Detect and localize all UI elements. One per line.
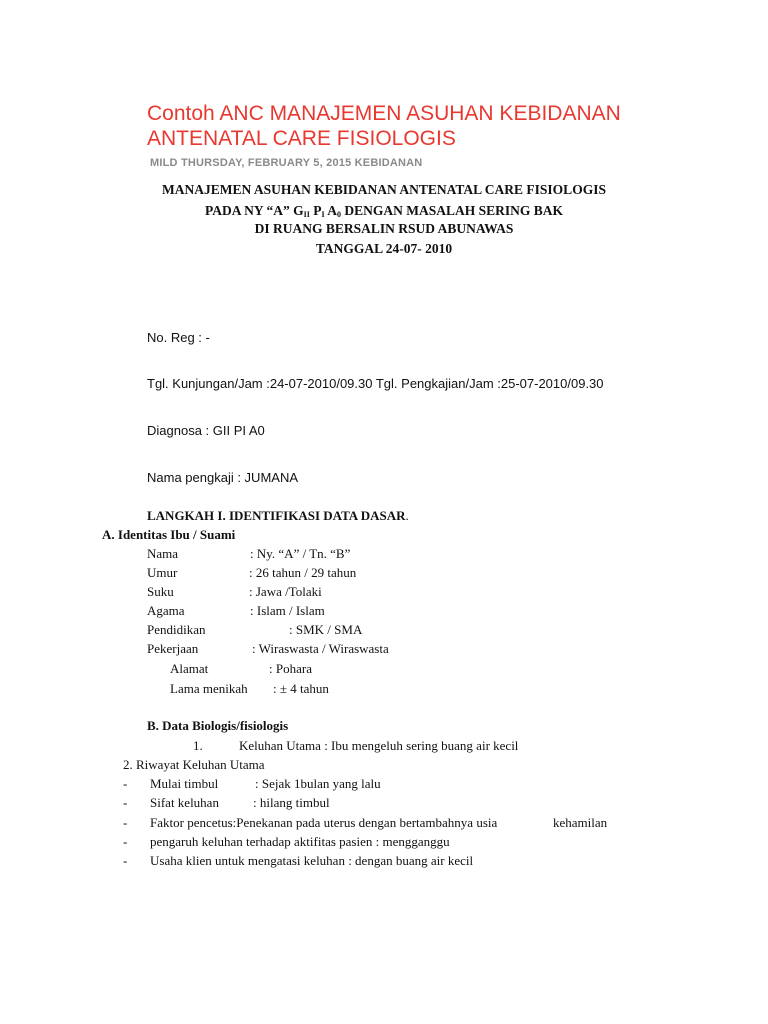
document-title-line-1: Contoh ANC MANAJEMEN ASUHAN KEBIDANAN [147, 102, 621, 125]
bullet-dash: - [123, 853, 128, 868]
list-item-value: : Sejak 1bulan yang lalu [255, 776, 381, 791]
list-item-label: Sifat keluhan [150, 795, 219, 810]
heading-line-4: TANGGAL 24-07- 2010 [315, 241, 453, 256]
post-meta: MILD THURSDAY, FEBRUARY 5, 2015 KEBIDANAN [150, 157, 423, 169]
diagnosis: Diagnosa : GII PI A0 [147, 423, 265, 438]
identity-value: : Ny. “A” / Tn. “B” [250, 546, 351, 561]
bullet-dash: - [123, 795, 128, 810]
main-complaint: Keluhan Utama : Ibu mengeluh sering buang air kecil [239, 738, 519, 753]
identity-label: Agama [147, 603, 185, 618]
identity-value: : SMK / SMA [289, 622, 363, 637]
bullet-dash: - [123, 815, 128, 830]
list-item-label: Usaha klien untuk mengatasi keluhan : dengan buang air kecil [150, 853, 474, 868]
complaint-history-heading: 2. Riwayat Keluhan Utama [123, 757, 265, 772]
registration-number: No. Reg : - [147, 330, 210, 345]
identity-label: Nama [147, 546, 179, 561]
bullet-dash: - [123, 776, 128, 791]
identity-label: Suku [147, 584, 174, 599]
step-heading: LANGKAH I. IDENTIFIKASI DATA DASAR. [147, 508, 409, 523]
identity-label: Pendidikan [147, 622, 206, 637]
heading-line-2: PADA NY “A” $G_{II}$ $P_I$ $A_0$ DENGAN MASALAH SERING BAK [204, 203, 564, 219]
identity-value: : ± 4 tahun [273, 681, 329, 696]
document-title-line-2: ANTENATAL CARE FISIOLOGIS [147, 127, 456, 150]
list-number: 1. [193, 738, 203, 753]
identity-label: Umur [147, 565, 178, 580]
identity-value: : Wiraswasta / Wiraswasta [252, 641, 389, 656]
list-item-label: pengaruh keluhan terhadap aktifitas pasien : mengganggu [150, 834, 450, 849]
identity-value: : Pohara [269, 661, 312, 676]
list-item-label: Faktor pencetus:Penekanan pada uterus dengan bertambahnya usia [150, 815, 498, 830]
visit-date: Tgl. Kunjungan/Jam :24-07-2010/09.30 Tgl. Pengkajian/Jam :25-07-2010/09.30 [147, 376, 604, 391]
heading-line-1: MANAJEMEN ASUHAN KEBIDANAN ANTENATAL CARE FISIOLOGIS [162, 182, 606, 197]
section-b-heading: B. Data Biologis/fisiologis [147, 718, 289, 733]
list-item-label: Mulai timbul [150, 776, 219, 791]
identity-value: : 26 tahun / 29 tahun [249, 565, 357, 580]
list-item-value: : hilang timbul [253, 795, 330, 810]
list-item-value: kehamilan [553, 815, 608, 830]
identity-label: Lama menikah [170, 681, 248, 696]
identity-label: Pekerjaan [147, 641, 199, 656]
identity-value: : Jawa /Tolaki [249, 584, 322, 599]
heading-line-3: DI RUANG BERSALIN RSUD ABUNAWAS [254, 221, 514, 236]
examiner-name: Nama pengkaji : JUMANA [147, 470, 298, 485]
identity-label: Alamat [170, 661, 209, 676]
identity-value: : Islam / Islam [250, 603, 325, 618]
section-a-heading: A. Identitas Ibu / Suami [102, 527, 236, 542]
bullet-dash: - [123, 834, 128, 849]
